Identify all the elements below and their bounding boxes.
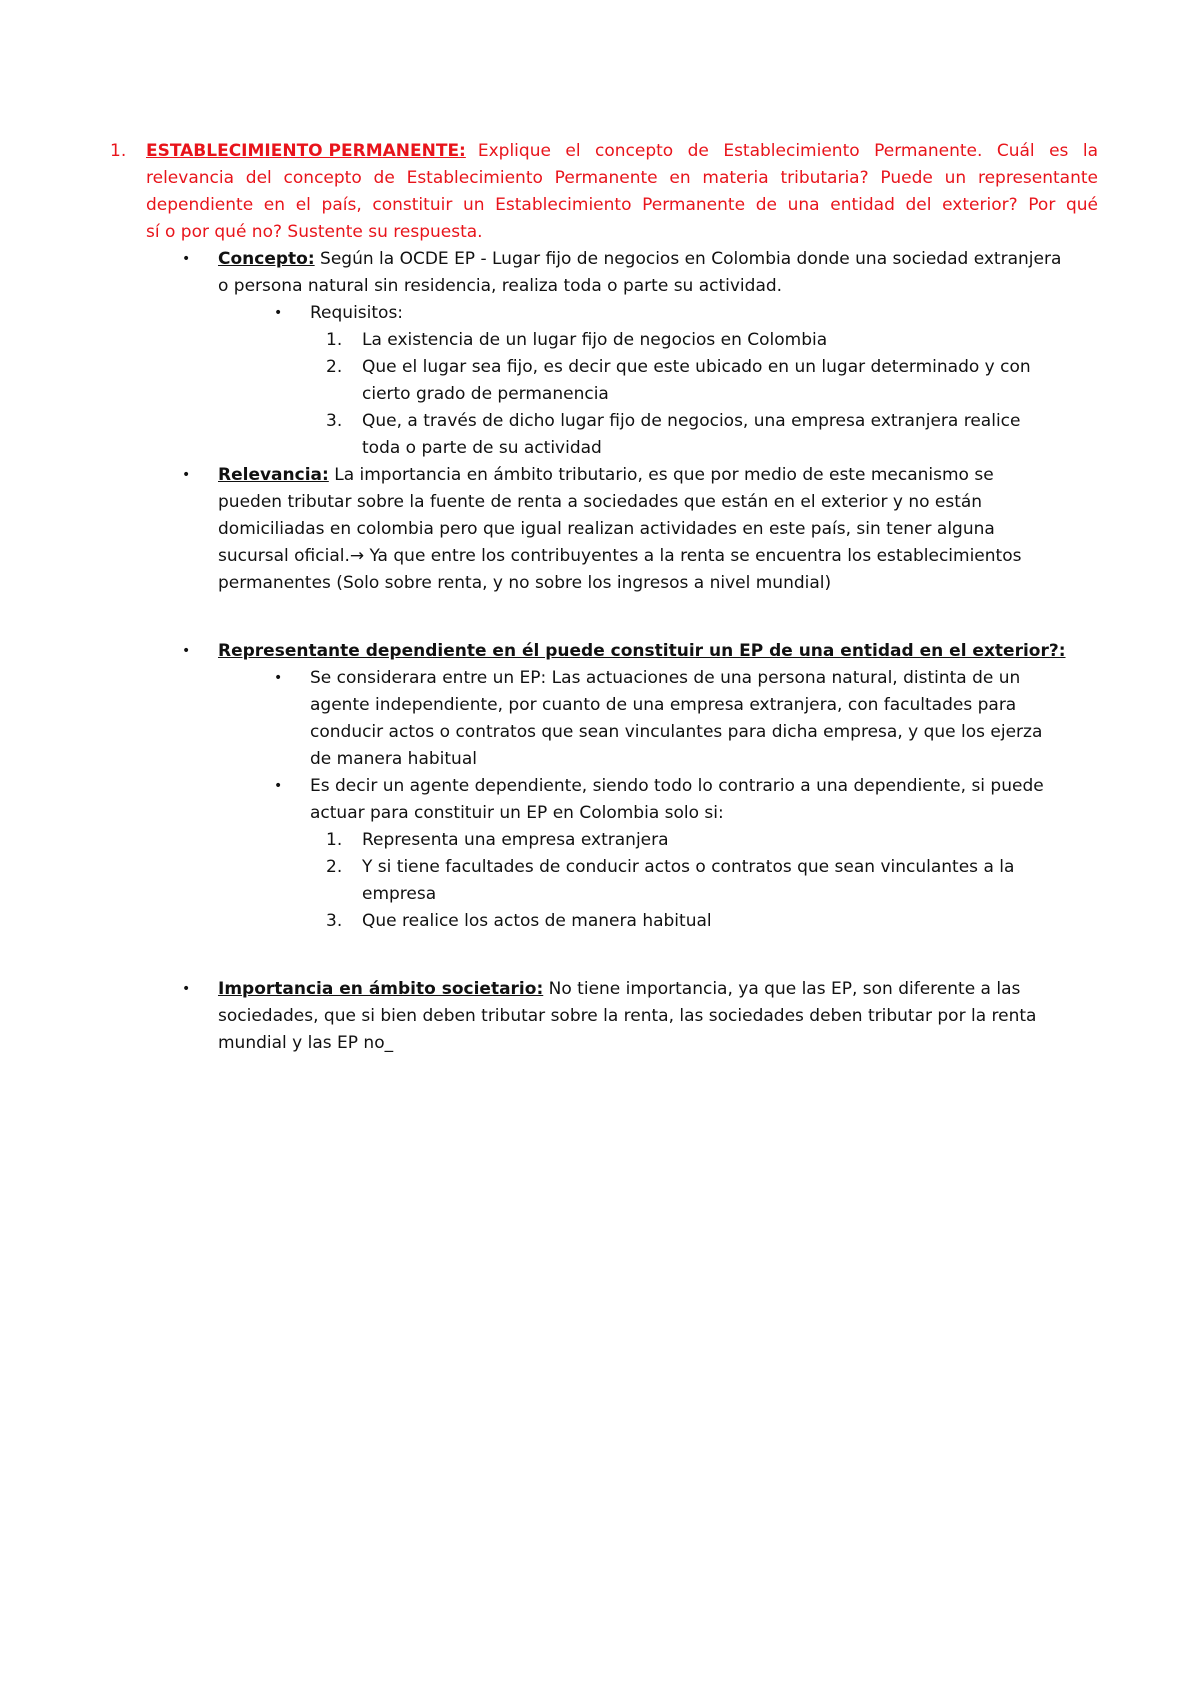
requisito-1-number: 1. [326, 330, 343, 350]
relevancia-label: Relevancia: [218, 465, 329, 485]
representante-sub2-bullet: • [274, 778, 283, 794]
question-title: ESTABLECIMIENTO PERMANENTE: [146, 141, 466, 161]
importancia-bullet: • [182, 981, 191, 997]
condicion-1-text: Representa una empresa extranjera [362, 830, 669, 850]
importancia-text-1: No tiene importancia, ya que las EP, son diferente a las [543, 979, 1021, 999]
relevancia-line-1 [218, 462, 994, 489]
importancia-label: Importancia en ámbito societario: [218, 979, 544, 999]
importancia-text-3: mundial y las EP no_ [218, 1033, 394, 1053]
concepto-label: Concepto: [218, 249, 315, 269]
representante-sub1-text-1: Se considerara entre un EP: Las actuaciones de una persona natural, distinta de un [310, 668, 1021, 688]
question-number: 1. [110, 141, 127, 161]
representante-sub1-bullet: • [274, 670, 283, 686]
question-text-1: Explique el concepto de Establecimiento Permanente. Cuál es la [477, 141, 1098, 161]
relevancia-bullet: • [182, 467, 191, 483]
requisito-1-text: La existencia de un lugar fijo de negocios en Colombia [362, 330, 828, 350]
relevancia-text-1: La importancia en ámbito tributario, es que por medio de este mecanismo se [328, 465, 994, 485]
condicion-3-text: Que realice los actos de manera habitual [362, 911, 712, 931]
representante-bullet: • [182, 643, 191, 659]
question-line-1 [146, 138, 1098, 165]
question-text-2: relevancia del concepto de Establecimiento Permanente en materia tributaria? Puede un representante [146, 168, 1098, 188]
condicion-3-number: 3. [326, 911, 343, 931]
relevancia-text-2: pueden tributar sobre la fuente de renta a sociedades que están en el exterior y no están [218, 492, 983, 512]
requisito-2-text-1: Que el lugar sea fijo, es decir que este ubicado en un lugar determinado y con [362, 357, 1031, 377]
question-text-4: sí o por qué no? Sustente su respuesta. [146, 222, 483, 242]
requisito-3-text-1: Que, a través de dicho lugar fijo de negocios, una empresa extranjera realice [362, 411, 1021, 431]
representante-sub2-text-2: actuar para constituir un EP en Colombia solo si: [310, 803, 724, 823]
relevancia-text-4: sucursal oficial.→ Ya que entre los contribuyentes a la renta se encuentra los establecimientos [218, 546, 1022, 566]
representante-label: Representante dependiente en él puede constituir un EP de una entidad en el exterior?: [218, 641, 1066, 661]
question-text-3: dependiente en el país, constituir un Establecimiento Permanente de una entidad del exterior? Por qué [146, 195, 1098, 215]
concepto-line-1 [218, 246, 1061, 273]
requisitos-label: Requisitos: [310, 303, 404, 323]
concepto-bullet: • [182, 251, 191, 267]
requisito-3-text-2: toda o parte de su actividad [362, 438, 602, 458]
concepto-text-2: o persona natural sin residencia, realiza toda o parte su actividad. [218, 276, 783, 296]
relevancia-text-3: domiciliadas en colombia pero que igual realizan actividades en este país, sin tener alguna [218, 519, 995, 539]
representante-sub1-text-4: de manera habitual [310, 749, 477, 769]
representante-sub1-text-3: conducir actos o contratos que sean vinculantes para dicha empresa, y que los ejerza [310, 722, 1043, 742]
importancia-line-1 [218, 976, 1020, 1003]
requisito-3-number: 3. [326, 411, 343, 431]
relevancia-text-5: permanentes (Solo sobre renta, y no sobre los ingresos a nivel mundial) [218, 573, 832, 593]
representante-sub2-text-1: Es decir un agente dependiente, siendo todo lo contrario a una dependiente, si puede [310, 776, 1044, 796]
condicion-2-number: 2. [326, 857, 343, 877]
importancia-text-2: sociedades, que si bien deben tributar sobre la renta, las sociedades deben tributar por la renta [218, 1006, 1037, 1026]
requisito-2-text-2: cierto grado de permanencia [362, 384, 609, 404]
requisito-2-number: 2. [326, 357, 343, 377]
condicion-1-number: 1. [326, 830, 343, 850]
representante-sub1-text-2: agente independiente, por cuanto de una empresa extranjera, con facultades para [310, 695, 1017, 715]
concepto-text-1: Según la OCDE EP - Lugar fijo de negocios en Colombia donde una sociedad extranjera [314, 249, 1062, 269]
requisitos-bullet: • [274, 305, 283, 321]
condicion-2-text-1: Y si tiene facultades de conducir actos o contratos que sean vinculantes a la [362, 857, 1015, 877]
condicion-2-text-2: empresa [362, 884, 437, 904]
